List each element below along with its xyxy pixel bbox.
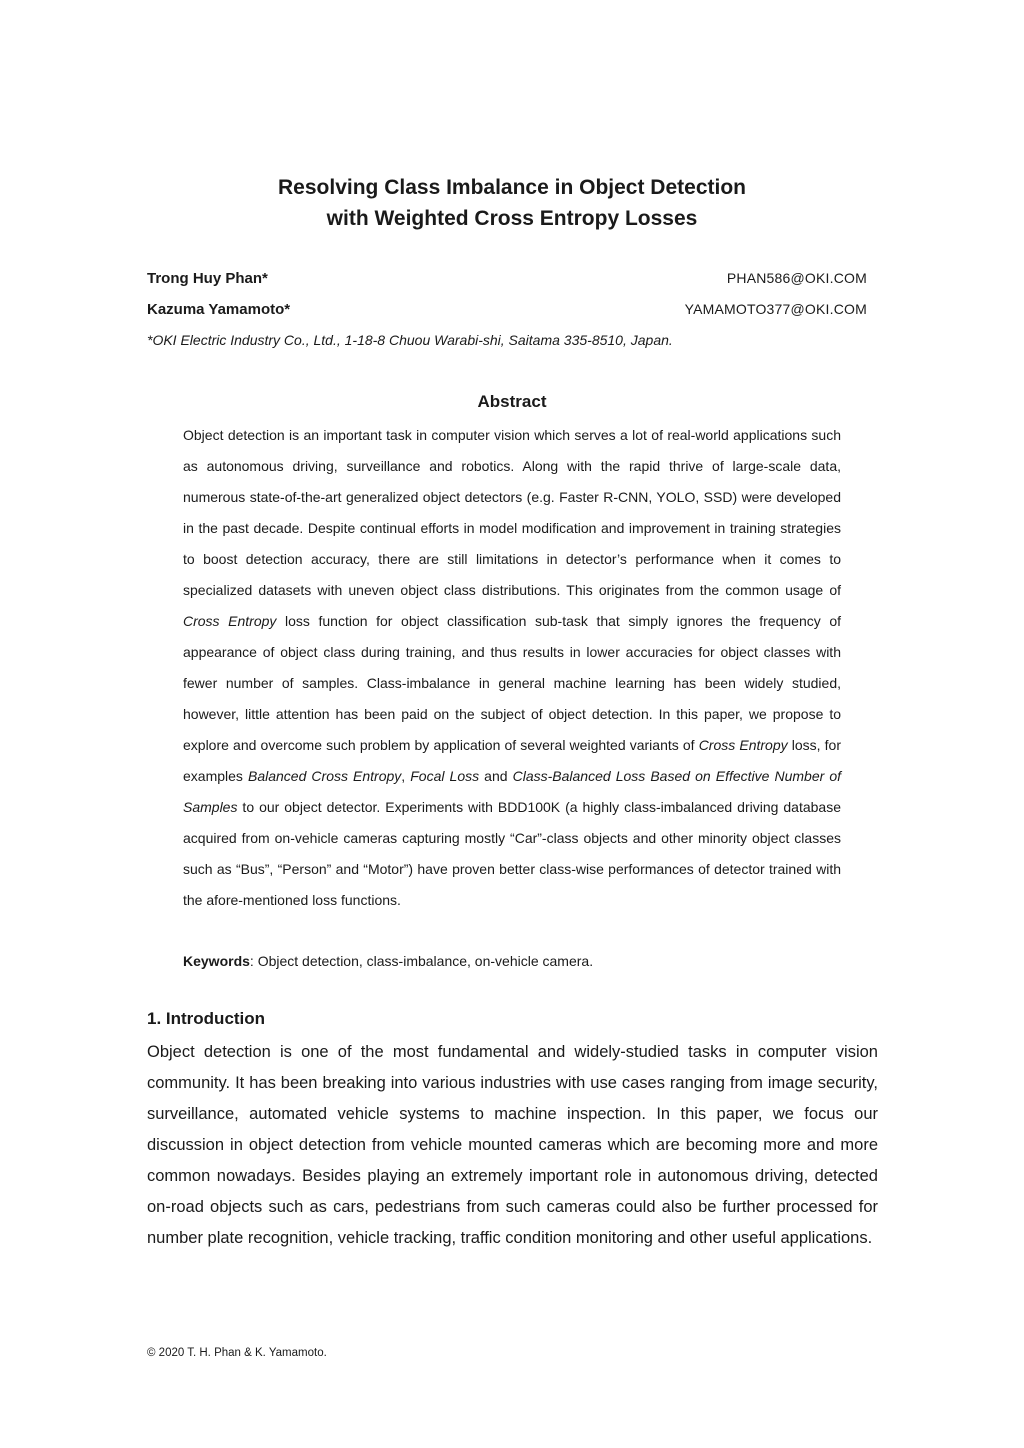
- abstract-paragraph: [183, 420, 841, 916]
- introduction-body: [147, 1037, 878, 1254]
- abstract-heading: Abstract: [477, 392, 547, 411]
- copyright-footer: © 2020 T. H. Phan & K. Yamamoto.: [147, 1347, 327, 1359]
- keywords: [183, 946, 841, 977]
- author-name: Trong Huy Phan*: [147, 270, 268, 287]
- author-row-2: [147, 301, 867, 318]
- author-name: Kazuma Yamamoto*: [147, 301, 291, 318]
- title-line-1: Resolving Class Imbalance in Object Detection: [278, 176, 746, 199]
- author-email: YAMAMOTO377@OKI.COM: [684, 301, 867, 317]
- abstract-emphasis: Cross Entropy: [183, 613, 277, 629]
- affiliation: *OKI Electric Industry Co., Ltd., 1-18-8 Chuou Warabi-shi, Saitama 335-8510, Japan.: [147, 332, 673, 348]
- abstract-text: and: [479, 768, 513, 784]
- keywords-text: : Object detection, class-imbalance, on-vehicle camera.: [249, 953, 594, 969]
- abstract-body: [183, 420, 841, 916]
- abstract-emphasis: Class-Balanced Loss Based on Effective Number of Samples: [183, 768, 842, 815]
- abstract-emphasis: Balanced Cross Entropy: [247, 768, 402, 784]
- paper-title: [0, 172, 1024, 234]
- abstract-text: ,: [401, 768, 411, 784]
- abstract-emphasis: Cross Entropy: [698, 737, 788, 753]
- abstract-text: Object detection is an important task in computer vision which serves a lot of real-world applications such as autonomous driving, surveillance and robotics. Along with the rapid thrive of large-scale data, numerous state-of-the-art generalized object detectors (e.g. Faster R-CNN, YOLO, SSD) were developed in the past decade. Despite continual efforts in model modification and improvement in training strategies to boost detection accuracy, there are still limitations in detector’s performance when it comes to specialized datasets with uneven object class distributions. This originates from the common usage of: [183, 427, 841, 598]
- abstract-text: loss function for object classification sub-task that simply ignores the frequency of appearance of object class during training, and thus results in lower accuracies for object classes with fewer number of samples. Class-imbalance in general machine learning has been widely studied, however, little attention has been paid on the subject of object detection. In this paper, we propose to explore and overcome such problem by application of several weighted variants of: [183, 613, 841, 753]
- author-email: PHAN586@OKI.COM: [726, 270, 867, 286]
- keywords-label: Keywords: [183, 953, 250, 969]
- title-line-2: with Weighted Cross Entropy Losses: [326, 207, 698, 230]
- abstract-text: loss, for examples: [183, 737, 842, 784]
- section-heading-introduction: 1. Introduction: [147, 1009, 266, 1028]
- author-row-1: [147, 270, 867, 287]
- abstract-text: to our object detector. Experiments with BDD100K (a highly class-imbalanced driving database acquired from on-vehicle cameras capturing mostly “Car”-class objects and other minority object classes such as “Bus”, “Person” and “Motor”) have proven better class-wise performances of detector trained with the afore-mentioned loss functions.: [183, 799, 841, 908]
- abstract-emphasis: Focal Loss: [410, 768, 480, 784]
- introduction-paragraph: Object detection is one of the most fundamental and widely-studied tasks in computer vision community. It has been breaking into various industries with use cases ranging from image security, surveillance, automated vehicle systems to machine inspection. In this paper, we focus our discussion in object detection from vehicle mounted cameras which are becoming more and more common nowadays. Besides playing an extremely important role in autonomous driving, detected on-road objects such as cars, pedestrians from such cameras could also be further processed for number plate recognition, vehicle tracking, traffic condition monitoring and other useful applications.: [147, 1043, 878, 1247]
